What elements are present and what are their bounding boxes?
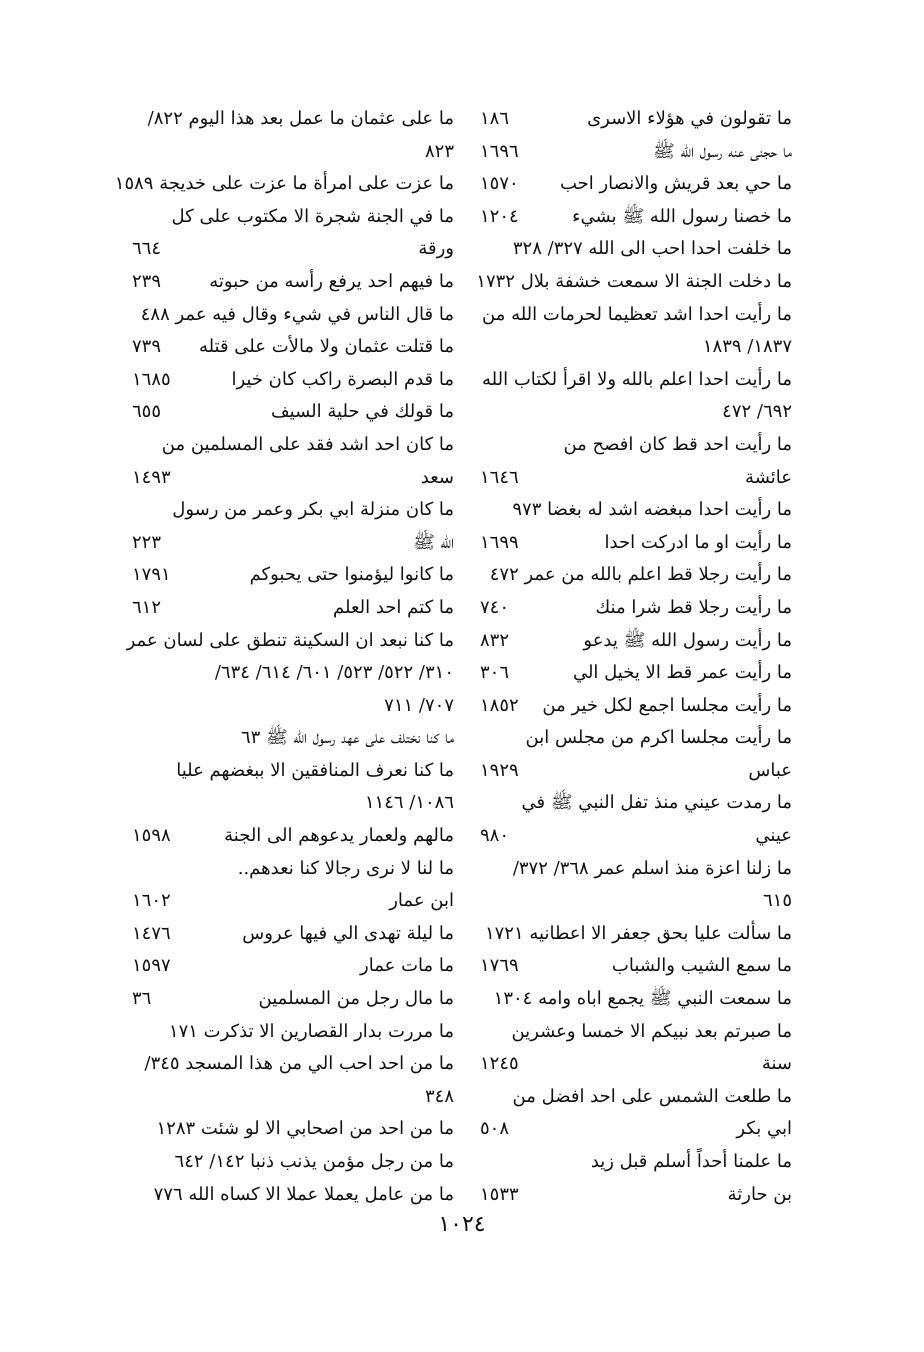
entry-text: ٦٩٢/ ٤٧٢ <box>722 401 792 423</box>
index-entry <box>132 690 454 723</box>
entry-reference-number: ١٧٦٩ <box>480 955 519 977</box>
index-entry <box>480 625 792 658</box>
index-entry <box>480 168 792 201</box>
entry-text: ما كان احد اشد فقد على المسلمين من <box>161 433 454 455</box>
index-entry <box>132 429 454 462</box>
index-entry <box>132 1113 454 1146</box>
entry-text: ما رأيت مجلسا اجمع لكل خير من <box>542 694 792 716</box>
entry-reference-number: ٣٠٦ <box>480 662 510 684</box>
index-entry <box>480 331 792 364</box>
index-entry <box>132 527 454 560</box>
entry-text: ما زلنا اعزة منذ اسلم عمر ٣٦٨/ ٣٧٢/ <box>512 857 792 879</box>
entry-reference-number: ١٢٤٥ <box>480 1053 519 1075</box>
entry-text: ابي بكر <box>736 1118 792 1140</box>
entry-reference-number: ٨٣٢ <box>480 629 510 651</box>
page-number: ١٠٢٤ <box>438 1212 486 1237</box>
entry-text: ما رأيت احد قط كان افصح من <box>563 433 792 455</box>
index-entry <box>480 299 792 332</box>
index-entry <box>132 1081 454 1114</box>
index-entry <box>132 983 454 1016</box>
index-entry <box>480 983 792 1016</box>
index-entry <box>480 1048 792 1081</box>
entry-text: ٨٢٣ <box>424 140 454 162</box>
index-entry <box>132 787 454 820</box>
index-entry <box>132 559 454 592</box>
index-entry <box>126 625 454 658</box>
entry-text: ٣٤٨ <box>424 1085 454 1107</box>
index-entry <box>480 1016 792 1049</box>
entry-text: ما على عثمان ما عمل بعد هذا اليوم ٨٢٢/ <box>147 108 454 129</box>
index-entry <box>132 950 454 983</box>
index-entry <box>480 918 792 951</box>
index-entry <box>480 103 792 136</box>
index-entry <box>480 820 792 853</box>
index-entry <box>480 364 792 397</box>
index-entry <box>480 1113 792 1146</box>
entry-text: ورقة <box>418 238 454 260</box>
entry-reference-number: ١٨٥٢ <box>480 694 519 716</box>
entry-reference-number: ١٦٠٢ <box>132 890 171 912</box>
entry-text: ما رأيت رجلا قط اعلم بالله من عمر ٤٧٢ <box>489 564 792 586</box>
entry-text: ما من رجل مؤمن يذنب ذنبا ١٤٢/ ٦٤٢ <box>174 1151 454 1172</box>
entry-text: ما كانوا ليؤمنوا حتى يحبوكم <box>249 564 454 586</box>
index-entry <box>480 885 792 918</box>
entry-text: ابن عمار <box>389 890 454 912</box>
index-entry <box>132 266 454 299</box>
entry-reference-number: ١٢٠٤ <box>480 205 519 227</box>
entry-text: عائشة <box>745 466 792 488</box>
entry-reference-number: ٧٤٠ <box>480 596 510 618</box>
entry-reference-number: ١٦٩٩ <box>480 531 519 553</box>
entry-reference-number: ٦١٢ <box>132 596 162 618</box>
index-entry <box>480 494 792 527</box>
entry-reference-number: ١٤٩٣ <box>132 466 171 488</box>
entry-reference-number: ١٦٨٥ <box>132 368 171 390</box>
entry-text: مالهم ولعمار يدعوهم الى الجنة <box>224 825 454 847</box>
entry-text: ما قدم البصرة راكب كان خيرا <box>231 368 454 390</box>
index-entry <box>132 657 454 690</box>
entry-text: بن حارثة <box>727 1183 792 1205</box>
entry-text: ما رأيت او ما ادركت احدا <box>604 531 792 553</box>
index-entry <box>480 1081 792 1114</box>
entry-text: عباس <box>748 759 792 781</box>
entry-text: ١٨٣٧/ ١٨٣٩ <box>702 336 792 358</box>
index-entry <box>132 103 454 136</box>
entry-text: ما حجنى عنه رسول الله ﷺ <box>653 140 792 162</box>
entry-text: ما خلفت احدا احب الى الله ٣٢٧/ ٣٢٨ <box>512 238 792 260</box>
index-entry <box>480 233 792 266</box>
entry-text: ما من احد احب الي من هذا المسجد ٣٤٥/ <box>144 1053 454 1075</box>
entry-text: ما سمع الشيب والشباب <box>611 955 792 977</box>
entry-text: ما رأيت احدا اعلم بالله ولا اقرأ لكتاب الله <box>482 368 792 390</box>
entry-text: ما كان منزلة ابي بكر وعمر من رسول <box>172 499 454 521</box>
entry-text: ما رمدت عيني منذ تفل النبي ﷺ في <box>521 792 792 814</box>
entry-text: ما رأيت رجلا قط شرا منك <box>595 596 792 618</box>
entry-text: ما كنا نبعد ان السكينة تنطق على لسان عمر <box>126 629 454 651</box>
entry-text: ما رأيت مجلسا اكرم من مجلس ابن <box>525 727 792 749</box>
entry-reference-number: ٣٦ <box>132 988 152 1010</box>
index-entry <box>480 787 792 820</box>
index-entry <box>132 136 454 169</box>
entry-text: عيني <box>755 825 792 847</box>
index-entry <box>132 299 454 332</box>
index-entry <box>132 396 454 429</box>
index-entry <box>132 1146 454 1179</box>
entry-reference-number: ١٥٧٠ <box>480 173 519 195</box>
entry-reference-number: ٢٢٣ <box>132 531 162 553</box>
index-entry <box>480 136 792 169</box>
entry-text: ما دخلت الجنة الا سمعت خشفة بلال ١٧٣٢ <box>476 270 792 292</box>
index-entry <box>480 592 792 625</box>
entry-text: ما حي بعد قريش والانصار احب <box>559 173 792 195</box>
entry-text: ما قولك في حلية السيف <box>271 401 454 423</box>
index-entry <box>132 201 454 234</box>
entry-reference-number: ١٥٩٨ <box>132 825 171 847</box>
entry-reference-number: ٥٠٨ <box>480 1118 510 1140</box>
index-entry <box>132 233 454 266</box>
index-entry <box>480 396 792 429</box>
entry-text: ما رأيت احدا مبغضه اشد له بغضا ٩٧٣ <box>512 499 792 521</box>
entry-text: سنة <box>761 1053 792 1075</box>
index-entry <box>132 494 454 527</box>
index-entry <box>132 1016 454 1049</box>
entry-reference-number: ١٤٧٦ <box>132 922 171 944</box>
entry-text: ما عزت على امرأة ما عزت على خديجة ١٥٨٩ <box>114 173 454 195</box>
entry-text: ٣١٠/ ٥٢٢/ ٥٢٣/ ٦٠١/ ٦١٤/ ٦٣٤/ <box>214 662 454 684</box>
entry-text: الله ﷺ <box>413 531 454 553</box>
index-entry <box>480 1146 792 1179</box>
index-entry <box>476 266 792 299</box>
entry-reference-number: ١٨٦ <box>480 108 510 129</box>
entry-text: ما قال الناس في شيء وقال فيه عمر ٤٨٨ <box>140 303 454 325</box>
entry-text: ما مال رجل من المسلمين <box>258 988 454 1010</box>
entry-text: سعد <box>420 466 454 488</box>
index-entry <box>480 950 792 983</box>
entry-text: ما كنا نختلف على عهد رسول الله ﷺ ٦٣ <box>240 727 454 749</box>
entry-text: ما سمعت النبي ﷺ يجمع اباه وامه ١٣٠٤ <box>493 988 792 1010</box>
index-entry <box>132 1048 454 1081</box>
index-entry <box>480 690 792 723</box>
entry-text: ٦١٥ <box>762 890 792 912</box>
index-entry <box>132 755 454 788</box>
index-entry <box>480 201 792 234</box>
entry-text: ما في الجنة شجرة الا مكتوب على كل <box>171 205 454 227</box>
index-entry <box>480 1179 792 1212</box>
entry-text: ١٠٨٦/ ١١٤٦ <box>364 792 454 814</box>
right-column <box>476 103 792 1211</box>
index-entry <box>132 820 454 853</box>
entry-text: ما سألت عليا بحق جعفر الا اعطانيه ١٧٢١ <box>484 922 792 944</box>
index-entry <box>480 559 792 592</box>
entry-text: ما لنا لا نرى رجالا كنا نعدهم.. <box>237 857 454 879</box>
entry-text: ما ليلة تهدى الي فيها عروس <box>242 922 454 944</box>
index-entry <box>132 918 454 951</box>
entry-reference-number: ١٧٩١ <box>132 564 171 586</box>
entry-text: ما علمنا أحداً أسلم قبل زيد <box>590 1151 792 1172</box>
index-entry <box>132 331 454 364</box>
entry-reference-number: ٢٣٩ <box>132 270 162 292</box>
left-column <box>114 103 454 1211</box>
index-entry <box>480 722 792 755</box>
entry-reference-number: ١٥٣٣ <box>480 1183 519 1205</box>
index-entry <box>480 853 792 886</box>
entry-text: ما مات عمار <box>360 955 454 977</box>
entry-text: ما خصنا رسول الله ﷺ بشيء <box>572 205 792 227</box>
index-entry <box>114 168 454 201</box>
entry-text: ٧٠٧/ ٧١١ <box>384 694 454 716</box>
entry-reference-number: ٧٣٩ <box>132 336 162 358</box>
index-entry <box>480 429 792 462</box>
entry-text: ما طلعت الشمس على احد افضل من <box>512 1085 792 1107</box>
index-entry <box>132 885 454 918</box>
entry-reference-number: ١٩٢٩ <box>480 759 519 781</box>
entry-reference-number: ١٥٩٧ <box>132 955 171 977</box>
entry-text: ما قتلت عثمان ولا مالأت على قتله <box>198 336 454 358</box>
index-entry <box>480 527 792 560</box>
index-entry <box>132 364 454 397</box>
index-entry <box>480 755 792 788</box>
entry-text: ما فيهم احد يرفع رأسه من حبوته <box>209 270 454 292</box>
index-entry <box>132 853 454 886</box>
entry-text: ما صبرتم بعد نبيكم الا خمسا وعشرين <box>511 1020 792 1042</box>
entry-text: ما مررت بدار القصارين الا تذكرت ١٧١ <box>168 1020 454 1042</box>
entry-reference-number: ١٦٩٦ <box>480 140 519 162</box>
entry-text: ما كتم احد العلم <box>333 596 454 618</box>
entry-text: ما كنا نعرف المنافقين الا ببغضهم عليا <box>176 759 454 781</box>
entry-reference-number: ٩٨٠ <box>480 825 510 847</box>
entry-text: ما من عامل يعملا عملا الا كساه الله ٧٧٦ <box>153 1183 454 1205</box>
entry-text: ما رأيت عمر قط الا يخيل الي <box>572 662 792 684</box>
entry-reference-number: ٦٥٥ <box>132 401 162 423</box>
entry-reference-number: ٦٦٤ <box>132 238 162 260</box>
entry-text: ما رأيت رسول الله ﷺ يدعو <box>583 629 792 651</box>
index-entry <box>132 1179 454 1212</box>
index-entry <box>480 462 792 495</box>
entry-reference-number: ١٦٤٦ <box>480 466 519 488</box>
entry-text: ما رأيت احدا اشد تعظيما لحرمات الله من <box>482 303 792 325</box>
index-entry <box>132 462 454 495</box>
index-entry <box>132 722 454 755</box>
index-entry <box>132 592 454 625</box>
entry-text: ما تقولون في هؤلاء الاسرى <box>587 108 792 129</box>
entry-text: ما من احد من اصحابي الا لو شئت ١٢٨٣ <box>156 1118 454 1140</box>
index-entry <box>480 657 792 690</box>
